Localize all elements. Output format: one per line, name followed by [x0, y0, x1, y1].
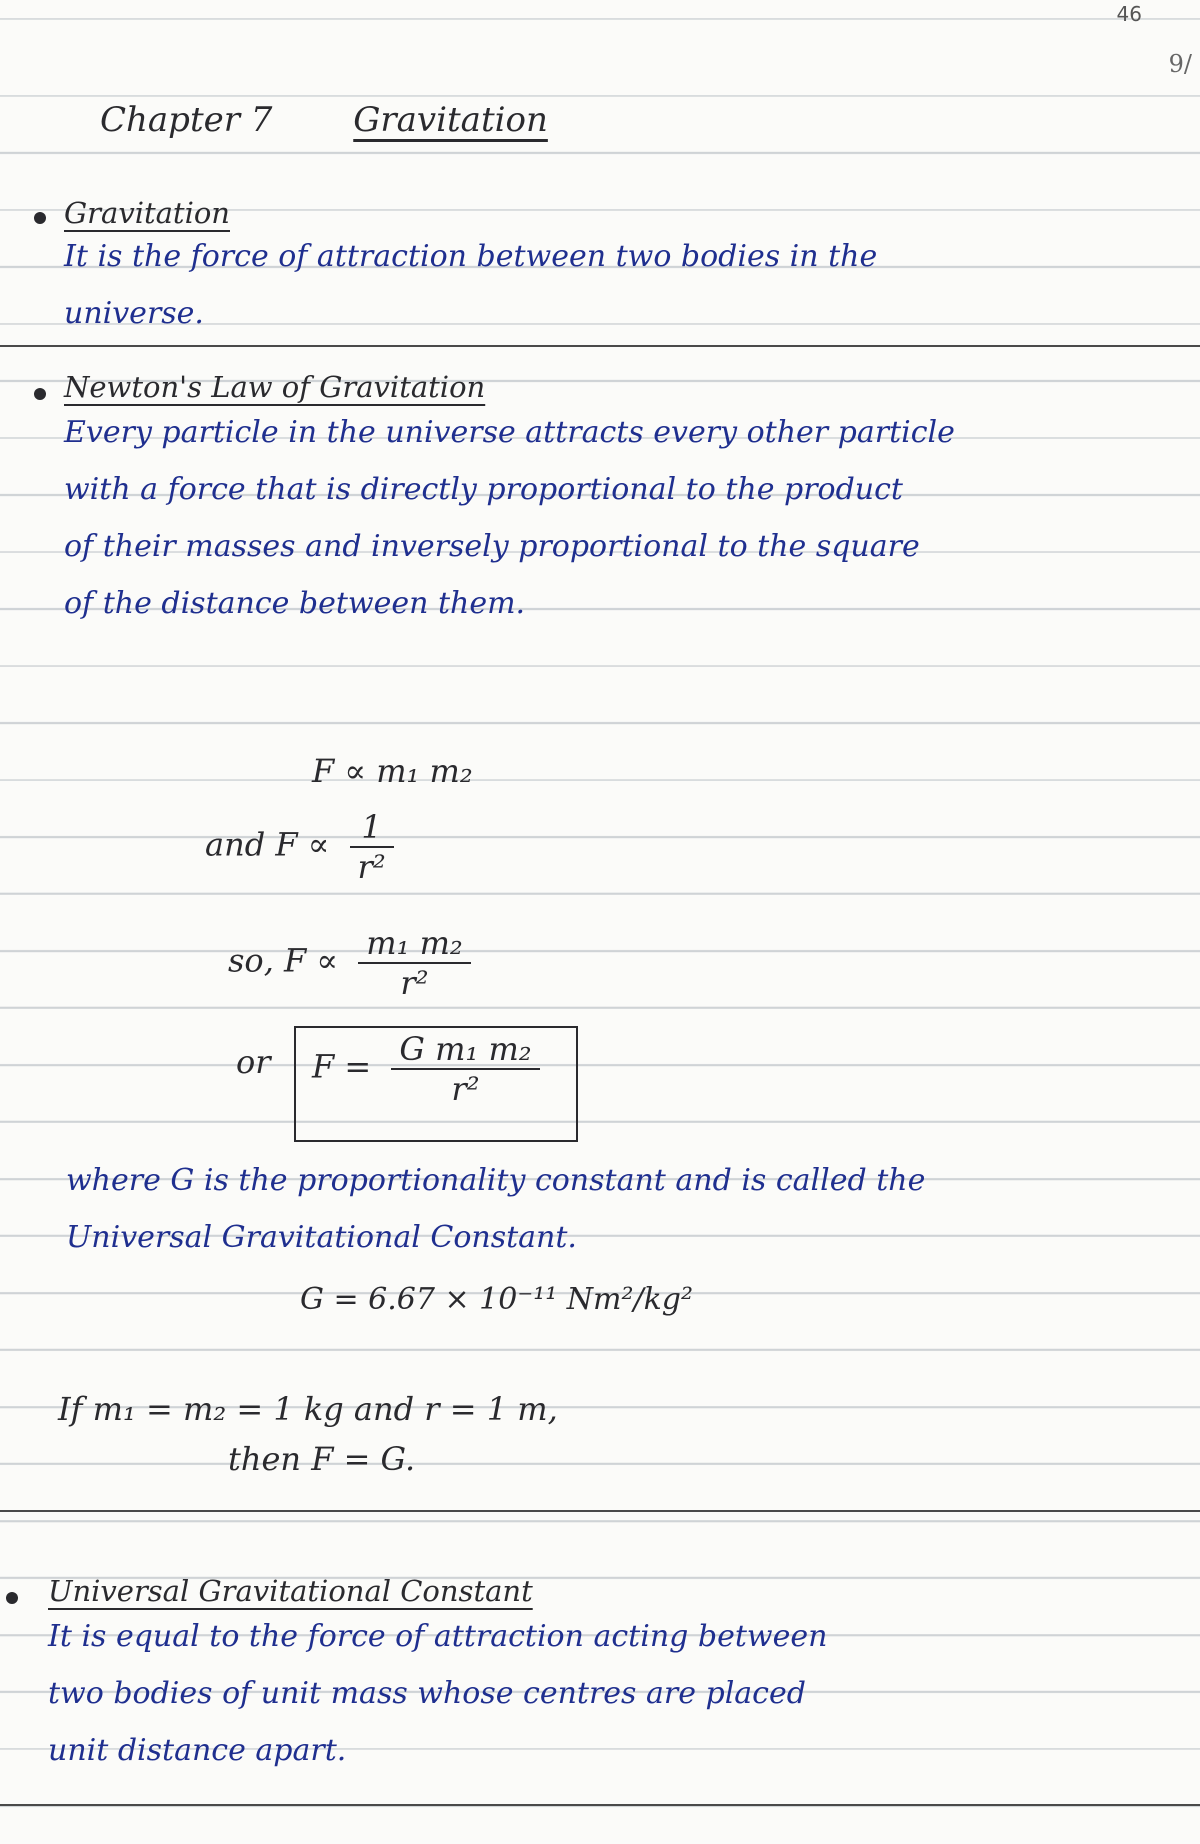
formula-newton-law — [312, 1030, 540, 1108]
formula2-numerator: 1 — [350, 808, 394, 848]
g-value: G = 6.67 × 10⁻¹¹ Nm²/kg² — [300, 1282, 694, 1317]
separator-3 — [0, 1804, 1200, 1806]
ugc-line-1: It is equal to the force of attraction acting between — [48, 1619, 828, 1654]
separator-1 — [0, 345, 1200, 347]
where-line-1: where G is the proportionality constant and is called the — [66, 1163, 926, 1198]
formula2-prefix: and F ∝ — [205, 825, 330, 864]
chapter-number: Chapter 7 — [100, 100, 273, 140]
gravitation-definition — [64, 228, 877, 342]
section-heading-newton: Newton's Law of Gravitation — [64, 370, 486, 404]
newton-law-statement — [64, 404, 955, 632]
example — [58, 1384, 558, 1484]
bullet-newton — [34, 388, 46, 400]
formula-combined — [228, 924, 471, 1002]
formula4-numerator: G m₁ m₂ — [391, 1030, 539, 1070]
formula4-lhs: F = — [312, 1047, 372, 1086]
constant-explanation — [66, 1152, 925, 1266]
margin-mark: 9/ — [1168, 50, 1192, 78]
formula3-denominator: r² — [400, 964, 429, 1002]
chapter-heading — [100, 100, 548, 140]
gravitation-line-1: It is the force of attraction between two bodies in the — [64, 239, 878, 274]
formula4-denominator: r² — [451, 1070, 480, 1108]
formula3-numerator: m₁ m₂ — [358, 924, 471, 964]
newton-line-1: Every particle in the universe attracts every other particle — [64, 415, 955, 450]
chapter-title: Gravitation — [353, 100, 548, 140]
formula2-fraction — [350, 808, 394, 886]
bullet-ugc — [6, 1592, 18, 1604]
where-line-2: Universal Gravitational Constant. — [66, 1220, 577, 1255]
formula-inverse-square — [205, 808, 394, 886]
section-heading-gravitation: Gravitation — [64, 196, 230, 230]
formula4-prefix: or — [236, 1043, 271, 1081]
example-line-2: then F = G. — [228, 1440, 416, 1478]
page-number: 46 — [1116, 2, 1142, 26]
example-line-1: If m₁ = m₂ = 1 kg and r = 1 m, — [58, 1390, 558, 1428]
formula2-denominator: r² — [357, 848, 386, 886]
separator-2 — [0, 1510, 1200, 1512]
ugc-line-2: two bodies of unit mass whose centres are placed — [48, 1676, 806, 1711]
formula4-fraction — [391, 1030, 539, 1108]
newton-line-3: of their masses and inversely proportional to the square — [64, 529, 920, 564]
formula-proportional-masses: F ∝ m₁ m₂ — [312, 752, 473, 790]
bullet-gravitation — [34, 212, 46, 224]
newton-line-4: of the distance between them. — [64, 586, 526, 621]
gravitation-line-2: universe. — [64, 296, 204, 331]
formula3-prefix: so, F ∝ — [228, 941, 339, 980]
newton-line-2: with a force that is directly proportional to the product — [64, 472, 903, 507]
ugc-line-3: unit distance apart. — [48, 1733, 347, 1768]
section-heading-ugc: Universal Gravitational Constant — [48, 1574, 533, 1608]
ugc-definition — [48, 1608, 827, 1779]
formula3-fraction — [358, 924, 471, 1002]
